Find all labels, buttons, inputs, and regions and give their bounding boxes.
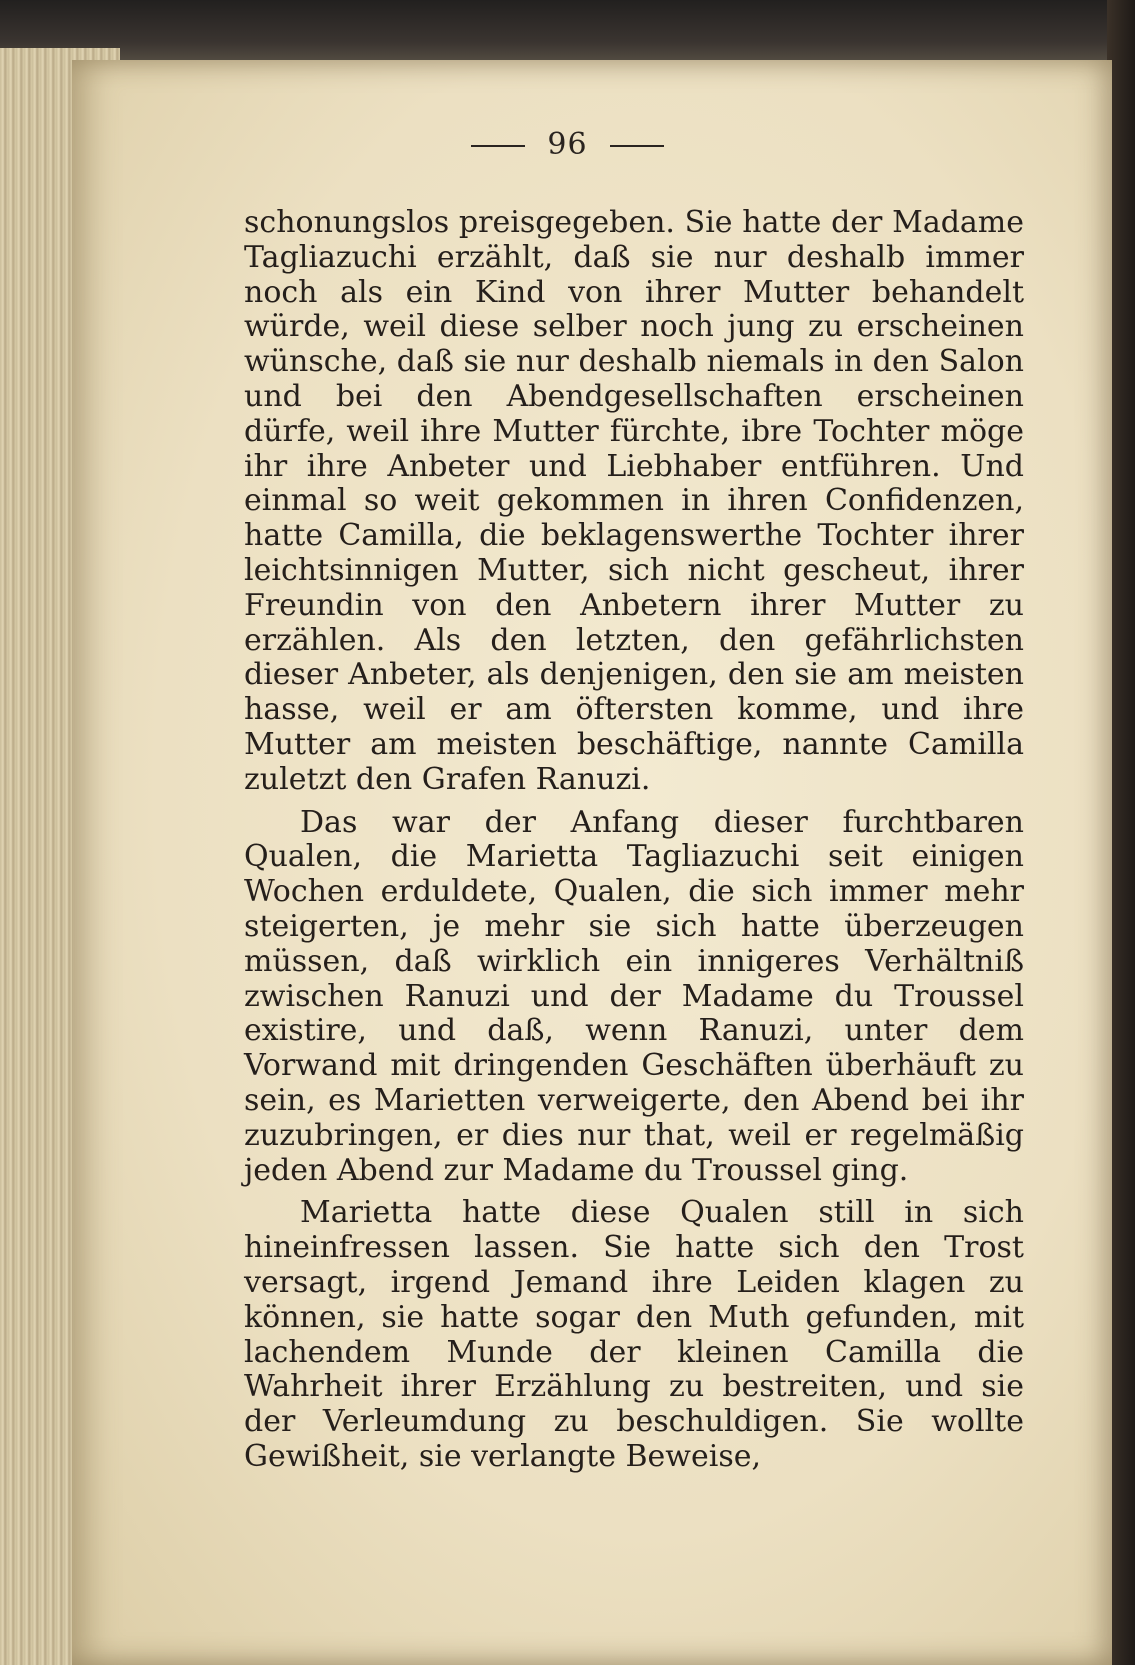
page-number-rule-right xyxy=(610,145,664,147)
paragraph-3: Marietta hatte diese Qualen still in sich hineinfressen lassen. Sie hatte sich den Trost versagt, irgend Jemand ihre Leiden klagen zu können, sie hatte sogar den Muth gefunden, mit lachendem Munde der kleinen Camilla die Wahrheit ihrer Erzählung zu bestreiten, und sie der Verleumdung zu beschuldigen. Sie wollte Gewißheit, sie verlangte Beweise, xyxy=(244,1195,1024,1474)
body-text xyxy=(244,206,1024,1475)
page-number-header xyxy=(0,127,1135,162)
page-number-rule-left xyxy=(471,145,525,147)
paragraph-2: Das war der Anfang dieser furchtbaren Qualen, die Marietta Tagliazuchi seit einigen Wochen erduldete, Qualen, die sich immer mehr steigerten, je mehr sie sich hatte überzeugen müssen, daß wirklich ein innigeres Verhältniß zwischen Ranuzi und der Madame du Troussel existire, und daß, wenn Ranuzi, unter dem Vorwand mit dringenden Geschäften überhäuft zu sein, es Marietten verweigerte, den Abend bei ihr zuzubringen, er dies nur that, weil er regelmäßig jeden Abend zur Madame du Troussel ging. xyxy=(244,804,1024,1188)
paragraph-1: schonungslos preisgegeben. Sie hatte der Madame Tagliazuchi erzählt, daß sie nur deshalb immer noch als ein Kind von ihrer Mutter behandelt würde, weil diese selber noch jung zu erscheinen wünsche, daß sie nur deshalb niemals in den Salon und bei den Abendgesellschaften erscheinen dürfe, weil ihre Mutter fürchte, ibre Tochter möge ihr ihre Anbeter und Liebhaber entführen. Und einmal so weit gekommen in ihren Confidenzen, hatte Camilla, die beklagenswerthe Tochter ihrer leichtsinnigen Mutter, sich nicht gescheut, ihrer Freundin von den Anbetern ihrer Mutter zu erzählen. Als den letzten, den gefährlichsten dieser Anbeter, als denjenigen, den sie am meisten hasse, weil er am öftersten komme, und ihre Mutter am meisten beschäftige, nannte Camilla zuletzt den Grafen Ranuzi. xyxy=(244,205,1024,797)
book-cover-top xyxy=(0,0,1135,60)
page-number: 96 xyxy=(547,127,588,162)
